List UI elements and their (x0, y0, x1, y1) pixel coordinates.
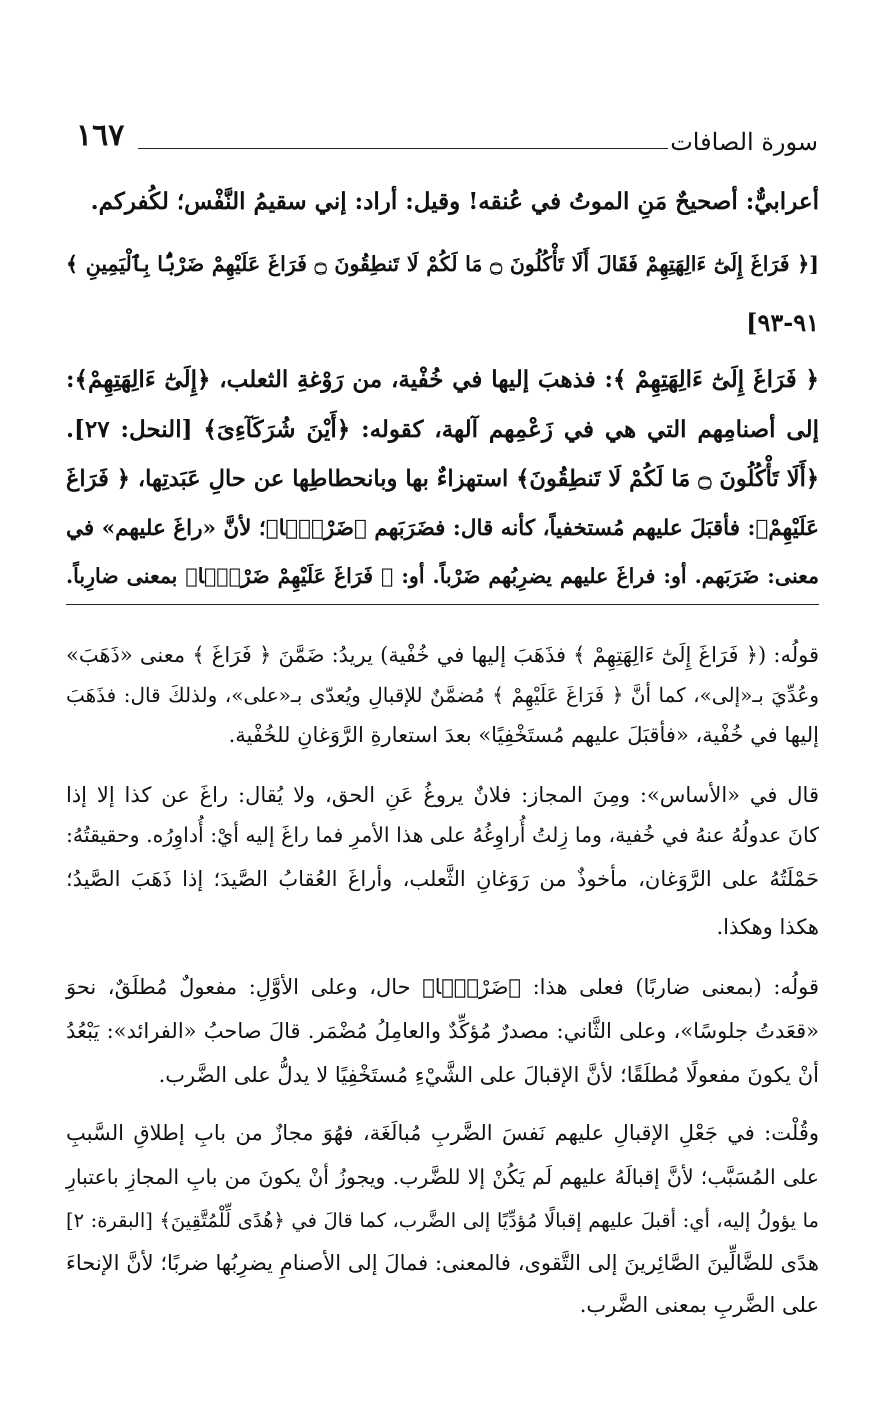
verse-reference: ٩١-٩٣] (746, 308, 819, 337)
note-line: هدًى للضَّالِّينَ الصَّائِرينَ إلى التَّقوى، فالمعنى: فمالَ إلى الأصنامِ يضرِبُها ضربًا؛ لأنَّ الإنحاءَ (66, 1251, 819, 1275)
note-line: ما يؤولُ إليه، أي: أقبلَ عليهم إقبالًا مُؤدِّيًا إلى الضَّرب، كما قالَ في ﴿هُدًى لِّلْمُتَّقِينَ﴾ [البقرة: ٢] (66, 1209, 819, 1232)
note-line: «قعَدتُ جلوسًا»، وعلى الثَّاني: مصدرٌ مُؤكِّدٌ والعامِلُ مُضْمَر. قالَ صاحبُ «الفرائد»: يَبْعُدُ (66, 1019, 819, 1043)
note-line: وعُدِّيَ بـ«إلى»، كما أنَّ ﴿ فَرَاغَ عَلَيْهِمْ ﴾ مُضمَّنٌ للإقبالِ ويُعدّى بـ«على»، ولذلكَ قال: فذَهَبَ (66, 683, 819, 707)
note-line: هكذا وهكذا. (716, 915, 819, 939)
note-line: كانَ عدولُهُ عنهُ في خُفية، وما زِلتُ أُراوِغُهُ على هذا الأمرِ فما راغَ إليه أيْ: أُداوِرُه. وحقيقتُهُ: (66, 823, 819, 847)
main-text-line: عَلَيْهِمْ﴾: فأقبَلَ عليهم مُستخفياً، كأنه قال: فضَرَبَهم ﴿ضَرْبًۢا﴾؛ لأنَّ «راغَ عليهم» في (66, 516, 819, 541)
main-text-line: أعرابيٌّ: أصحيحٌ مَنِ الموتُ في عُنقه! وقيل: أراد: إني سقيمُ النَّفْس؛ لكُفركم. (90, 188, 819, 215)
note-line: قال في «الأساس»: ومِنَ المجاز: فلانٌ يروغُ عَنِ الحق، ولا يُقال: راغَ عن كذا إلا إذا (66, 783, 819, 807)
page-header (76, 118, 818, 168)
main-text-line: ﴿ فَرَاغَ إِلَىٰٓ ءَالِهَتِهِمْ ﴾: فذهبَ إليها في خُفْية، من رَوْغةِ الثعلب، ﴿إِلَىٰٓ ءَالِهَتِهِمْ﴾: (66, 366, 819, 393)
note-line: على الضَّربِ بمعنى الضَّرب. (579, 1293, 819, 1317)
header-rule (138, 148, 668, 149)
page-number: ١٦٧ (76, 118, 125, 153)
note-line: قولُه: (﴿ فَرَاغَ إِلَىٰٓ ءَالِهَتِهِمْ ﴾ فذَهَبَ إليها في خُفْية) يريدُ: ضَمَّنَ ﴿ فَرَاغَ ﴾ معنى «ذَهَبَ» (66, 643, 819, 667)
quran-verse-line: [﴿ فَرَاغَ إِلَىٰٓ ءَالِهَتِهِمْ فَقَالَ أَلَا تَأْكُلُونَ ۝ مَا لَكُمْ لَا تَنطِقُونَ ۝ فَرَاغَ عَلَيْهِمْ ضَرْبًۢا بِٱلْيَمِينِ ﴾ (66, 252, 819, 276)
note-line: إليها في خُفْية، «فأقبَلَ عليهم مُستَخْفِيًا» بعدَ استعارةِ الرَّوَغانِ للخُفْية. (228, 723, 819, 747)
note-line: وقُلْت: في جَعْلِ الإقبالِ عليهم نَفسَ الضَّربِ مُبالَغَة، فهُوَ مجازٌ من بابِ إطلاقِ السَّببِ (66, 1121, 819, 1145)
main-text-line: إلى أصنامِهم التي هي في زَعْمِهم آلهة، كقوله: ﴿أَيْنَ شُرَكَآءِىَ﴾ [النحل: ٢٧]. (66, 416, 819, 443)
main-text-line: معنى: ضَرَبَهم. أو: فراغَ عليهم يضرِبُهم ضَرْباً. أو: ﴿ فَرَاغَ عَلَيْهِمْ ضَرْبًۢا﴾ بمعنى ضارِباً. (66, 564, 819, 588)
note-line: حَمْلَتُهُ على الرَّوَغان، مأخوذٌ من رَوَغانِ الثَّعلب، وأراغَ العُقابُ الصَّيدَ؛ إذا ذَهَبَ الصَّيدُ؛ (66, 867, 819, 891)
surah-title: سورة الصافات (670, 128, 818, 156)
note-line: على المُسَبَّب؛ لأنَّ إقبالَهُ عليهم لَم يَكُنْ إلا للضَّرب. ويجوزُ أنْ يكونَ من بابِ المجازِ باعتبارِ (66, 1165, 819, 1189)
note-line: قولُه: (بمعنى ضاربًا) فعلى هذا: ﴿ضَرْبًۢا﴾ حال، وعلى الأوَّلِ: مفعولٌ مُطلَقٌ، نحوَ (66, 975, 819, 999)
main-text-line: ﴿أَلَا تَأْكُلُونَ ۝ مَا لَكُمْ لَا تَنطِقُونَ﴾ استهزاءٌ بها وبانحطاطِها عن حالِ عَبَدتِها، ﴿ فَرَاغَ (66, 466, 820, 492)
footnote-divider (66, 604, 819, 605)
note-line: أنْ يكونَ مفعولًا مُطلَقًا؛ لأنَّ الإقبالَ على الشَّيْءِ مُستَخْفِيًا لا يدلُّ على الضَّرب. (158, 1063, 819, 1087)
